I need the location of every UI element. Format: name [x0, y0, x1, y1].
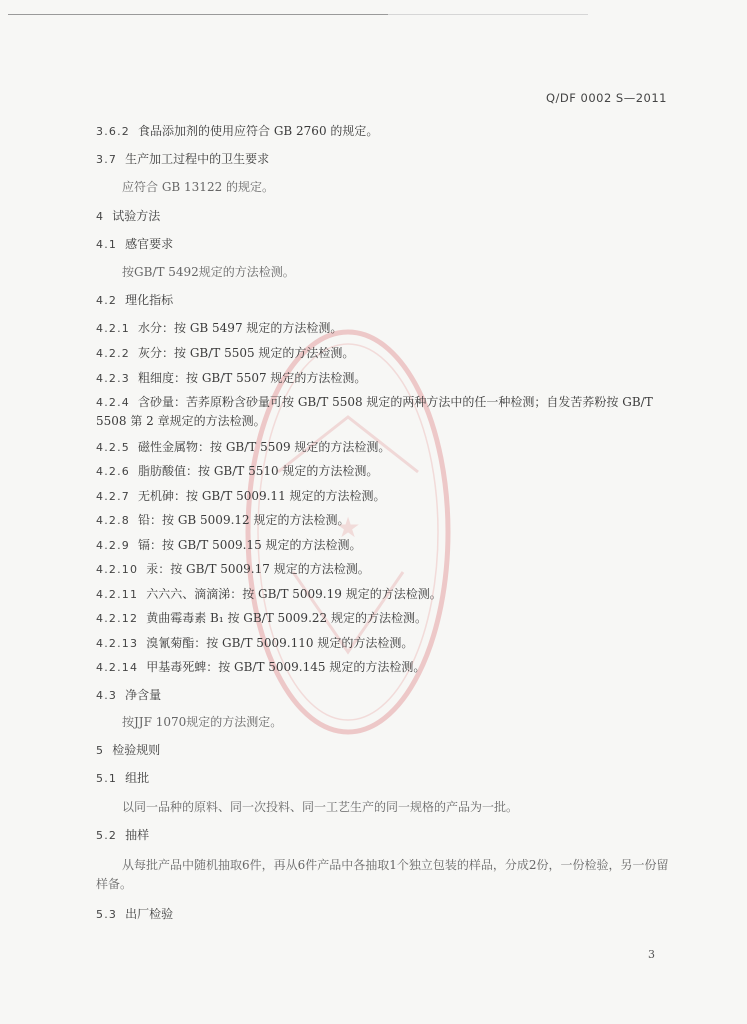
clause-4-2-10: 4.2.10 汞：按 GB/T 5009.17 规定的方法检测。 [96, 562, 370, 576]
clause-4-2-12: 4.2.12 黄曲霉毒素 B₁ 按 GB/T 5009.22 规定的方法检测。 [96, 611, 427, 625]
section-4-heading: 4 试验方法 [96, 209, 161, 223]
top-rule [8, 14, 388, 15]
top-rule-faint [388, 14, 588, 15]
clause-4-2-14: 4.2.14 甲基毒死蜱：按 GB/T 5009.145 规定的方法检测。 [96, 660, 426, 674]
document-code: Q/DF 0002 S—2011 [545, 91, 667, 105]
clause-4-2-9: 4.2.9 镉：按 GB/T 5009.15 规定的方法检测。 [96, 538, 362, 552]
clause-4-2-1: 4.2.1 水分：按 GB 5497 规定的方法检测。 [96, 321, 343, 335]
clause-4-2-5: 4.2.5 磁性金属物：按 GB/T 5509 规定的方法检测。 [96, 440, 391, 454]
clause-4-2-7: 4.2.7 无机砷：按 GB/T 5009.11 规定的方法检测。 [96, 489, 386, 503]
clause-4-2-11: 4.2.11 六六六、滴滴涕：按 GB/T 5009.19 规定的方法检测。 [96, 587, 442, 601]
clause-4-2-4: 4.2.4 含砂量：苦荞原粉含砂量可按 GB/T 5508 规定的两种方法中的任一种检测；自发苦荞粉按 GB/T 5508 第 2 章规定的方法检测。 [96, 395, 653, 428]
clause-4-2-2: 4.2.2 灰分：按 GB/T 5505 规定的方法检测。 [96, 346, 355, 360]
clause-4-2-6: 4.2.6 脂肪酸值：按 GB/T 5510 规定的方法检测。 [96, 464, 379, 478]
clause-5-1-body: 以同一品种的原料、同一次投料、同一工艺生产的同一规格的产品为一批。 [122, 800, 519, 814]
svg-text:★: ★ [335, 511, 361, 544]
clause-3-6-2: 3.6.2 食品添加剂的使用应符合 GB 2760 的规定。 [96, 124, 379, 138]
clause-4-2-3: 4.2.3 粗细度：按 GB/T 5507 规定的方法检测。 [96, 371, 367, 385]
clause-3-7-heading: 3.7 生产加工过程中的卫生要求 [96, 152, 270, 166]
clause-3-7-body: 应符合 GB 13122 的规定。 [122, 180, 275, 194]
clause-5-2-heading: 5.2 抽样 [96, 828, 150, 842]
clause-4-1-body: 按GB/T 5492规定的方法检测。 [122, 265, 295, 279]
clause-4-2-13: 4.2.13 溴氰菊酯：按 GB/T 5009.110 规定的方法检测。 [96, 636, 414, 650]
clause-5-3-heading: 5.3 出厂检验 [96, 907, 174, 921]
clause-5-2-body: 从每批产品中随机抽取6件，再从6件产品中各抽取1个独立包装的样品，分成2份，一份检验，另一份留样备。 [96, 858, 669, 891]
clause-4-1-heading: 4.1 感官要求 [96, 237, 174, 251]
clause-4-2-heading: 4.2 理化指标 [96, 293, 174, 307]
clause-5-1-heading: 5.1 组批 [96, 771, 150, 785]
clause-4-2-8: 4.2.8 铅：按 GB 5009.12 规定的方法检测。 [96, 513, 350, 527]
clause-4-3-body: 按JJF 1070规定的方法测定。 [122, 715, 283, 729]
page-number: 3 [648, 948, 655, 961]
section-5-heading: 5 检验规则 [96, 743, 161, 757]
clause-4-3-heading: 4.3 净含量 [96, 688, 162, 702]
